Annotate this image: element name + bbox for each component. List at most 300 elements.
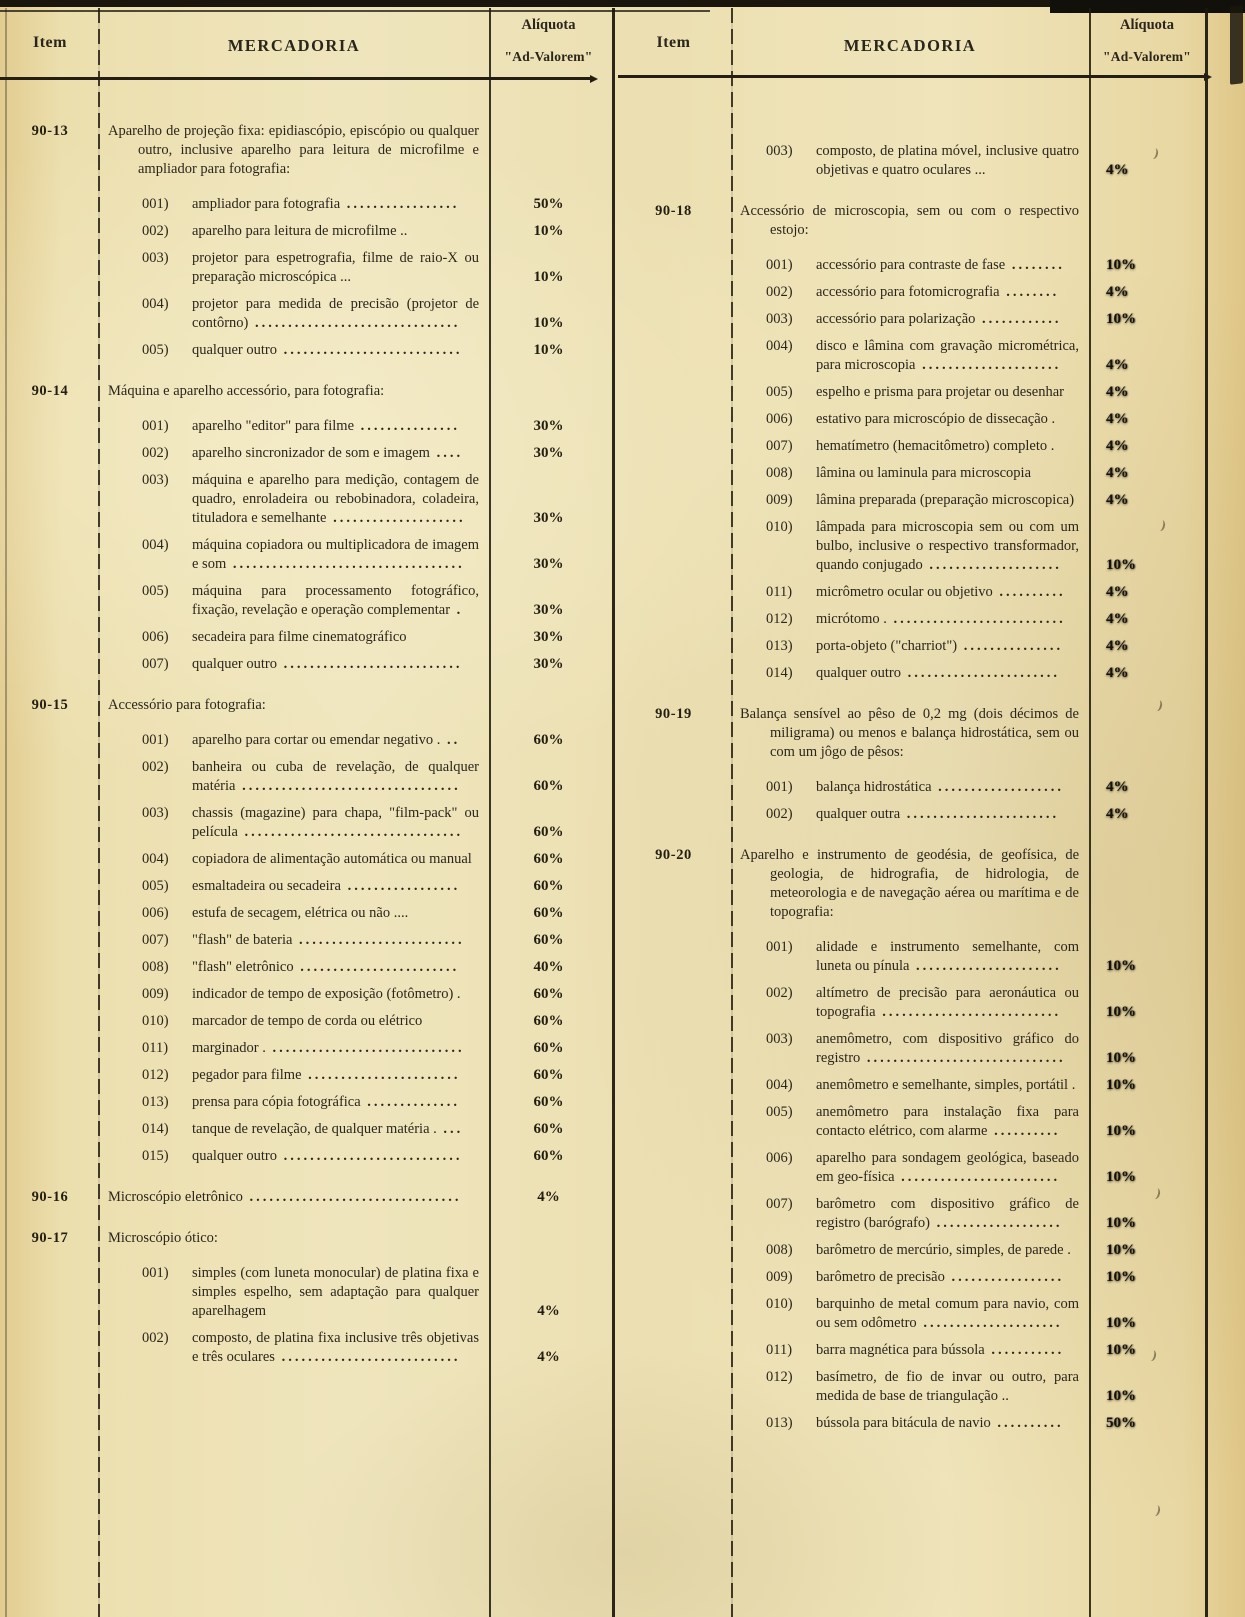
section-heading-cell: [100, 1229, 488, 1248]
tariff-entry: [615, 383, 1245, 402]
tariff-entry: [615, 337, 1245, 375]
tariff-entry: [615, 464, 1245, 483]
aliquota-cell: [1088, 583, 1206, 602]
entry-text-span: disco e lâmina com gravação micrométrica, para microscopia: [816, 338, 1079, 373]
tariff-section: [615, 142, 1245, 180]
item-code-empty: [615, 1103, 732, 1141]
entry-body: [100, 850, 488, 869]
item-code-empty: [0, 877, 100, 896]
header-aliquota-line1: Alíquota: [1120, 17, 1174, 33]
aliquota-cell: [488, 536, 609, 574]
aliquota-cell: [1088, 610, 1206, 629]
aliquota-cell: [488, 1264, 609, 1321]
entry-number: 005): [142, 583, 169, 599]
section-heading-row: [0, 1188, 613, 1207]
item-code-empty: [0, 582, 100, 620]
aliquota-cell: [488, 122, 609, 179]
dot-leader: ..........: [990, 1415, 1064, 1431]
item-code-empty: [0, 1012, 100, 1031]
entry-text-span: ampliador para fotografia: [192, 196, 341, 212]
tariff-section: [0, 1188, 613, 1207]
dot-leader: .....................: [916, 1315, 1063, 1331]
item-code-empty: [615, 1241, 732, 1260]
entry-text: [192, 1264, 479, 1321]
entry-body: [732, 383, 1088, 402]
entry-text-span: basímetro, de fio de invar ou outro, para medida de base de triangulação ..: [816, 1369, 1079, 1404]
entry-text-span: accessório para contraste de fase: [816, 257, 1006, 273]
entry-body: [732, 464, 1088, 483]
aliquota-cell: [1088, 1195, 1206, 1233]
rate-value: 60%: [533, 986, 564, 1002]
item-code-empty: [0, 985, 100, 1004]
item-code-empty: [615, 1149, 732, 1187]
rate-value: 10%: [1106, 1242, 1136, 1258]
entry-number: 003): [142, 250, 169, 266]
dot-leader: .............................: [265, 1040, 465, 1056]
entry-number: 001): [142, 418, 169, 434]
item-code: 90-17: [31, 1230, 69, 1246]
tariff-section: [0, 1229, 613, 1367]
section-heading-span: Accessório de microscopia, sem ou com o respectivo estojo:: [740, 203, 1079, 238]
table-body-left: [0, 80, 613, 1367]
entry-number: 014): [142, 1121, 169, 1137]
entry-body: [100, 904, 488, 923]
dot-leader: ....................: [326, 510, 466, 526]
rate-value: 4%: [537, 1303, 560, 1319]
entry-number: 011): [766, 584, 793, 600]
tariff-entry: [0, 731, 613, 750]
section-heading-text: [108, 122, 479, 179]
entry-text-span: estufa de secagem, elétrica ou não ....: [192, 905, 409, 921]
item-code-empty: [0, 444, 100, 463]
rate-value: 10%: [1106, 311, 1136, 327]
entry-text-span: projetor para espetrografia, filme de raio-X ou preparação microscópica ...: [192, 250, 479, 285]
item-code-empty: [615, 778, 732, 797]
rate-value: 60%: [533, 878, 564, 894]
entry-body: [732, 984, 1088, 1022]
entry-text-span: tanque de revelação, de qualquer matéria .: [192, 1121, 437, 1137]
aliquota-cell: [488, 904, 609, 923]
tariff-entry: [615, 778, 1245, 797]
rate-value: 4%: [537, 1349, 560, 1365]
rate-value: 4%: [1106, 357, 1129, 373]
item-code-empty: [0, 904, 100, 923]
entry-body: [732, 1341, 1088, 1360]
entry-number: 007): [766, 438, 793, 454]
entry-number: 007): [766, 1196, 793, 1212]
entry-text-span: hematímetro (hemacitômetro) completo .: [816, 438, 1055, 454]
entry-text-span: simples (com luneta monocular) de platina fixa e simples espelho, sem adaptação para qualquer aparelhagem: [192, 1265, 479, 1319]
entry-number: 003): [766, 311, 793, 327]
entry-text: [816, 464, 1079, 483]
aliquota-cell: [1088, 1414, 1206, 1433]
rate-value: 4%: [1106, 411, 1129, 427]
entry-text: [192, 958, 479, 977]
aliquota-cell: [488, 417, 609, 436]
aliquota-cell: [1088, 1341, 1206, 1360]
entry-text-span: barômetro de precisão: [816, 1269, 945, 1285]
rate-value: 4%: [1106, 162, 1129, 178]
entry-body: [100, 582, 488, 620]
entry-text-span: aparelho "editor" para filme: [192, 418, 354, 434]
section-heading-text: [108, 1229, 479, 1248]
section-heading-text: [740, 202, 1079, 240]
section-heading-cell: [732, 846, 1088, 922]
entry-body: [100, 295, 488, 333]
section-heading-cell: [100, 382, 488, 401]
entry-text: [816, 142, 1079, 180]
entry-text: [192, 536, 479, 574]
entry-number: 013): [766, 638, 793, 654]
item-code-empty: [0, 295, 100, 333]
entry-number: 002): [766, 985, 793, 1001]
entry-body: [100, 655, 488, 674]
entry-body: [732, 805, 1088, 824]
entry-text: [192, 985, 479, 1004]
entry-text: [816, 583, 1079, 602]
section-heading-cell: [100, 1188, 488, 1207]
entry-text: [816, 610, 1079, 629]
entry-number: 011): [142, 1040, 169, 1056]
entry-body: [100, 804, 488, 842]
item-code-empty: [0, 655, 100, 674]
dot-leader: .......................: [900, 665, 1060, 681]
item-code-empty: [0, 731, 100, 750]
section-heading-span: Microscópio ótico:: [108, 1230, 218, 1246]
entry-text-span: máquina e aparelho para medição, contagem de quadro, enroladeira ou rebobinadora, coladeira, tituladora e semelhante: [192, 472, 479, 526]
dot-leader: ................................: [242, 1189, 462, 1205]
rate-value: 4%: [1106, 584, 1129, 600]
header-item: Item: [656, 34, 691, 51]
dot-leader: .................................: [235, 778, 461, 794]
dot-leader: ...............: [354, 418, 460, 434]
entry-text: [192, 1147, 479, 1166]
aliquota-cell: [1088, 664, 1206, 683]
entry-text-span: accessório para fotomicrografia: [816, 284, 1000, 300]
dot-leader: ..............: [360, 1094, 461, 1110]
rate-value: 30%: [533, 602, 564, 618]
entry-text-span: lâmina preparada (preparação microscopica): [816, 492, 1075, 508]
aliquota-cell: [488, 295, 609, 333]
item-code: 90-19: [655, 706, 692, 722]
tariff-entry: [0, 904, 613, 923]
dot-leader: ........................: [894, 1169, 1061, 1185]
aliquota-cell: [488, 382, 609, 401]
rate-value: 4%: [1106, 492, 1129, 508]
header-aliquota-line2: "Ad-Valorem": [1103, 48, 1191, 64]
rate-value: 10%: [1106, 1004, 1136, 1020]
entry-body: [732, 1295, 1088, 1333]
aliquota-cell: [488, 628, 609, 647]
entry-text: [192, 850, 479, 869]
entry-body: [100, 1012, 488, 1031]
entry-body: [732, 491, 1088, 510]
rate-value: 10%: [1106, 958, 1136, 974]
section-heading-span: Balança sensível ao pêso de 0,2 mg (dois décimos de miligrama) ou menos e balança hidrostática, sem ou com um jôgo de pêsos:: [740, 706, 1079, 760]
rate-value: 10%: [1106, 1123, 1136, 1139]
item-code-empty: [615, 610, 732, 629]
entry-text: [816, 664, 1079, 683]
entry-text: [816, 1368, 1079, 1406]
rate-value: 10%: [1106, 557, 1136, 573]
rate-value: 10%: [1106, 1169, 1136, 1185]
aliquota-cell: [488, 850, 609, 869]
entry-text-span: espelho e prisma para projetar ou desenhar: [816, 384, 1065, 400]
item-code: 90-13: [31, 123, 69, 139]
tariff-section: [0, 382, 613, 674]
table-body-right: [615, 80, 1245, 1433]
entry-text: [192, 1120, 479, 1139]
item-code-empty: [615, 383, 732, 402]
item-code-empty: [0, 536, 100, 574]
header-aliquota-line1: Alíquota: [521, 17, 576, 33]
entry-body: [100, 877, 488, 896]
dot-leader: ...........................: [276, 656, 463, 672]
entry-text-span: anemômetro, com dispositivo gráfico do registro: [816, 1031, 1079, 1066]
aliquota-cell: [488, 1066, 609, 1085]
tariff-entry: [0, 628, 613, 647]
tariff-entry: [615, 283, 1245, 302]
rate-value: 40%: [533, 959, 564, 975]
dot-leader: .......................: [900, 806, 1060, 822]
tariff-entry: [615, 583, 1245, 602]
entry-number: 001): [766, 257, 793, 273]
tariff-entry: [0, 1147, 613, 1166]
entry-text-span: balança hidrostática: [816, 779, 932, 795]
tariff-entry: [615, 142, 1245, 180]
aliquota-cell: [1088, 637, 1206, 656]
section-heading-text: [740, 705, 1079, 762]
entry-text: [192, 628, 479, 647]
entry-number: 007): [142, 656, 169, 672]
item-code-empty: [615, 437, 732, 456]
aliquota-cell: [1088, 337, 1206, 375]
entry-text-span: marginador .: [192, 1040, 266, 1056]
entry-text-span: bússola para bitácula de navio: [816, 1415, 991, 1431]
entry-body: [732, 142, 1088, 180]
tariff-section: [615, 846, 1245, 1433]
rate-value: 60%: [533, 1094, 564, 1110]
entry-number: 002): [142, 759, 169, 775]
entry-body: [732, 1268, 1088, 1287]
entry-body: [100, 628, 488, 647]
rate-value: 60%: [533, 932, 564, 948]
item-code-empty: [0, 195, 100, 214]
entry-text-span: indicador de tempo de exposição (fotômetro) .: [192, 986, 461, 1002]
entry-number: 009): [766, 492, 793, 508]
entry-text-span: anemômetro e semelhante, simples, portátil .: [816, 1077, 1076, 1093]
entry-text: [816, 938, 1079, 976]
tariff-entry: [0, 195, 613, 214]
entry-text-span: lâmpada para microscopia sem ou com um bulbo, inclusive o respectivo transformador, quando conjugado: [816, 519, 1079, 573]
tariff-entry: [615, 491, 1245, 510]
entry-number: 001): [766, 939, 793, 955]
aliquota-cell: [1088, 1368, 1206, 1406]
entry-text-span: barra magnética para bússola: [816, 1342, 985, 1358]
entry-text: [816, 1030, 1079, 1068]
aliquota-cell: [1088, 256, 1206, 275]
tariff-section: [615, 705, 1245, 824]
item-code: 90-18: [655, 203, 692, 219]
aliquota-cell: [1088, 1149, 1206, 1187]
entry-number: 013): [142, 1094, 169, 1110]
entry-text-span: micrótomo .: [816, 611, 887, 627]
tariff-entry: [615, 1241, 1245, 1260]
aliquota-cell: [488, 195, 609, 214]
entry-text-span: estativo para microscópio de dissecação .: [816, 411, 1056, 427]
item-code-empty: [0, 1147, 100, 1166]
item-code-empty: [0, 249, 100, 287]
entry-body: [732, 1030, 1088, 1068]
item-code-empty: [0, 758, 100, 796]
entry-text-span: qualquer outro: [816, 665, 901, 681]
tariff-entry: [0, 1093, 613, 1112]
tariff-entry: [615, 1414, 1245, 1433]
tariff-entry: [615, 518, 1245, 575]
section-heading-span: Aparelho e instrumento de geodésia, de geofísica, de geologia, de hidrografia, de hidrologia, de meteorologia e de navegação aérea ou marítima e de topografia:: [740, 847, 1079, 920]
entry-number: 008): [766, 1242, 793, 1258]
entry-number: 012): [142, 1067, 169, 1083]
aliquota-cell: [488, 1188, 609, 1207]
entry-text: [192, 1012, 479, 1031]
rate-value: 30%: [533, 656, 564, 672]
tariff-table-right: [615, 0, 1245, 1617]
entry-body: [100, 985, 488, 1004]
rate-value: 60%: [533, 778, 564, 794]
section-heading-span: Microscópio eletrônico: [108, 1189, 243, 1205]
entry-body: [100, 1264, 488, 1321]
section-heading-cell: [100, 696, 488, 715]
entry-body: [732, 664, 1088, 683]
item-code-empty: [0, 958, 100, 977]
entry-body: [100, 731, 488, 750]
entry-text-span: projetor para medida de precisão (projetor de contôrno): [192, 296, 479, 331]
dot-leader: ....: [429, 445, 464, 461]
dot-leader: .........................: [292, 932, 465, 948]
tariff-entry: [615, 310, 1245, 329]
dot-leader: .................: [944, 1269, 1065, 1285]
entry-body: [100, 958, 488, 977]
item-code-empty: [0, 1329, 100, 1367]
entry-number: 012): [766, 611, 793, 627]
header-item: Item: [33, 34, 67, 51]
entry-number: 002): [766, 806, 793, 822]
rate-value: 60%: [533, 905, 564, 921]
rate-value: 60%: [533, 824, 564, 840]
aliquota-cell: [1088, 1295, 1206, 1333]
dot-leader: ...........................: [274, 1349, 461, 1365]
section-heading-row: [615, 202, 1245, 240]
entry-text: [192, 804, 479, 842]
entry-text-span: aparelho para leitura de microfilme ..: [192, 223, 408, 239]
item-code-empty: [0, 1093, 100, 1112]
aliquota-cell: [1088, 1268, 1206, 1287]
entry-number: 011): [766, 1342, 793, 1358]
entry-text-span: marcador de tempo de corda ou elétrico: [192, 1013, 423, 1029]
rate-value: 60%: [533, 732, 564, 748]
entry-body: [732, 1414, 1088, 1433]
entry-text-span: aparelho sincronizador de som e imagem: [192, 445, 430, 461]
item-code-empty: [0, 222, 100, 241]
entry-number: 001): [142, 1265, 169, 1281]
tariff-entry: [615, 637, 1245, 656]
entry-text-span: qualquer outro: [192, 656, 277, 672]
dot-leader: ...................: [931, 779, 1065, 795]
entry-text-span: accessório para polarização: [816, 311, 976, 327]
entry-text: [192, 877, 479, 896]
entry-number: 007): [142, 932, 169, 948]
entry-text: [192, 195, 479, 214]
aliquota-cell: [1088, 283, 1206, 302]
entry-text-span: altímetro de precisão para aeronáutica ou topografia: [816, 985, 1079, 1020]
section-heading-text: [108, 696, 479, 715]
entry-body: [100, 1093, 488, 1112]
aliquota-cell: [488, 731, 609, 750]
aliquota-cell: [488, 1229, 609, 1248]
aliquota-cell: [1088, 310, 1206, 329]
tariff-entry: [615, 1341, 1245, 1360]
item-code-empty: [615, 1368, 732, 1406]
section-heading-cell: [732, 705, 1088, 762]
rate-value: 60%: [533, 1013, 564, 1029]
entry-text: [192, 471, 479, 528]
dot-leader: .................: [340, 878, 461, 894]
item-code-empty: [0, 628, 100, 647]
entry-text-span: chassis (magazine) para chapa, "film-pack" ou película: [192, 805, 479, 840]
rate-value: 30%: [533, 445, 564, 461]
entry-number: 004): [766, 1077, 793, 1093]
dot-leader: ..........: [987, 1123, 1061, 1139]
section-heading-span: Máquina e aparelho accessório, para fotografia:: [108, 383, 385, 399]
entry-body: [100, 1066, 488, 1085]
aliquota-cell: [1088, 778, 1206, 797]
aliquota-cell: [1088, 410, 1206, 429]
entry-text: [192, 582, 479, 620]
entry-text: [816, 637, 1079, 656]
aliquota-cell: [1088, 938, 1206, 976]
entry-number: 005): [766, 1104, 793, 1120]
dot-leader: ...........................: [276, 1148, 463, 1164]
entry-text: [816, 1268, 1079, 1287]
entry-text: [192, 1039, 479, 1058]
aliquota-cell: [488, 804, 609, 842]
entry-text: [816, 1103, 1079, 1141]
dot-leader: .................: [340, 196, 460, 212]
entry-number: 008): [766, 465, 793, 481]
item-code-empty: [0, 850, 100, 869]
entry-number: 001): [142, 732, 169, 748]
entry-body: [732, 283, 1088, 302]
aliquota-cell: [1088, 1076, 1206, 1095]
dot-leader: ......................: [909, 958, 1062, 974]
entry-body: [100, 417, 488, 436]
entry-text-span: secadeira para filme cinematográfico: [192, 629, 407, 645]
aliquota-cell: [488, 444, 609, 463]
rate-value: 30%: [533, 510, 564, 526]
aliquota-cell: [1088, 1030, 1206, 1068]
item-code-empty: [0, 341, 100, 360]
entry-body: [100, 1329, 488, 1367]
dot-leader: ..: [440, 732, 461, 748]
aliquota-cell: [488, 958, 609, 977]
entry-text: [192, 341, 479, 360]
tariff-entry: [0, 249, 613, 287]
entry-text: [816, 1149, 1079, 1187]
entry-text: [816, 337, 1079, 375]
item-code: 90-20: [655, 847, 692, 863]
entry-text-span: qualquer outro: [192, 1148, 277, 1164]
entry-text: [816, 1341, 1079, 1360]
